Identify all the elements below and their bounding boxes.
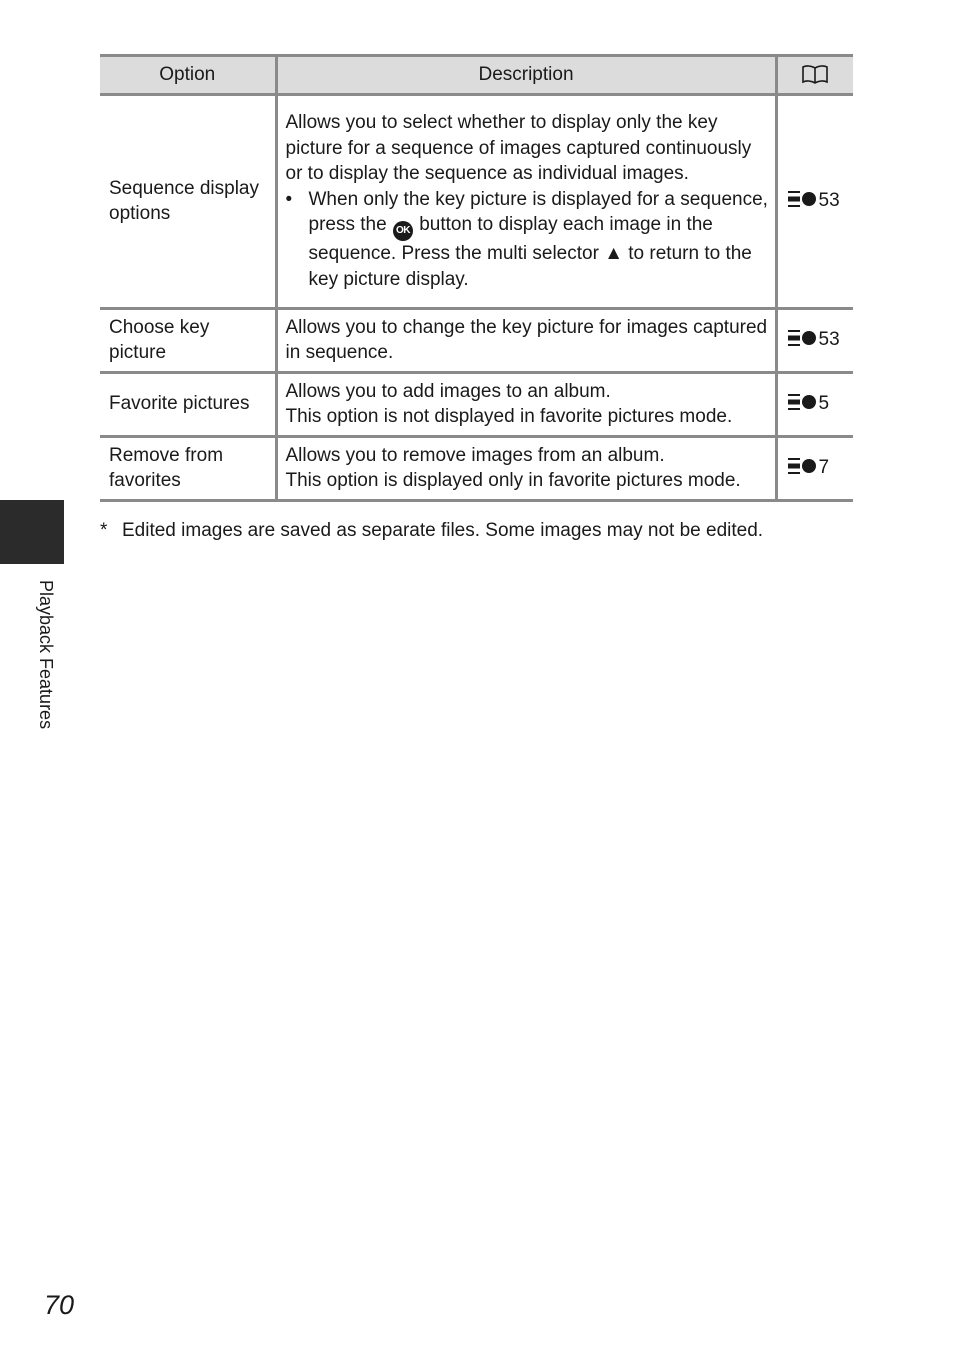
reference-section-icon [787, 393, 819, 411]
ok-button-icon: OK [393, 221, 413, 241]
reference-page[interactable]: 7 [818, 457, 830, 479]
description-line: Allows you to add images to an album. [285, 380, 611, 402]
option-cell: Favorite pictures [100, 373, 276, 437]
bullet-text-after: button to display each image in the sequence. Press the multi selector ▲ to return to the key picture display. [308, 214, 752, 290]
section-label: Playback Features [36, 580, 56, 730]
reference-section-icon [787, 329, 819, 347]
option-cell: Sequence display options [109, 177, 259, 224]
page-number: 70 [44, 1290, 75, 1320]
description-text: Allows you to select whether to display only the key picture for a sequence of images captured continuously or to display the sequence as individual images. [285, 112, 752, 184]
bullet-text-before: When only the key picture is displayed for a sequence, press the [308, 188, 768, 235]
reference-section-icon [787, 190, 819, 208]
options-table [100, 54, 853, 502]
table-row [100, 437, 853, 501]
reference-section-icon [787, 457, 819, 475]
table-row [100, 309, 853, 373]
book-icon [801, 64, 829, 84]
description-cell [276, 95, 776, 309]
description-line: This option is displayed only in favorite pictures mode. [285, 470, 741, 491]
reference-cell [776, 309, 853, 373]
table-header-row [100, 56, 853, 95]
table-row [100, 373, 853, 437]
bullet-mark: • [285, 188, 293, 210]
header-reference [776, 56, 853, 95]
footnote-mark: * [100, 520, 108, 541]
bullet-item [286, 187, 769, 293]
header-option: Option [100, 56, 276, 95]
description-cell [276, 373, 776, 437]
description-line: Allows you to remove images from an album. [285, 444, 665, 466]
header-description: Description [276, 56, 776, 95]
reference-page[interactable]: 5 [818, 393, 830, 415]
table-row [100, 95, 853, 309]
reference-page[interactable]: 53 [818, 329, 840, 351]
description-cell [276, 437, 776, 501]
reference-page[interactable]: 53 [818, 190, 840, 212]
reference-cell [776, 95, 853, 309]
reference-cell [776, 437, 853, 501]
option-cell: Remove from favorites [100, 437, 276, 501]
section-tab-marker [0, 500, 64, 564]
reference-cell [776, 373, 853, 437]
description-line: This option is not displayed in favorite pictures mode. [285, 406, 733, 427]
description-cell: Allows you to change the key picture for images captured in sequence. [276, 309, 776, 373]
footnote-text: Edited images are saved as separate files. Some images may not be edited. [122, 520, 764, 541]
footnote [100, 518, 763, 544]
option-cell: Choose key picture [100, 309, 276, 373]
